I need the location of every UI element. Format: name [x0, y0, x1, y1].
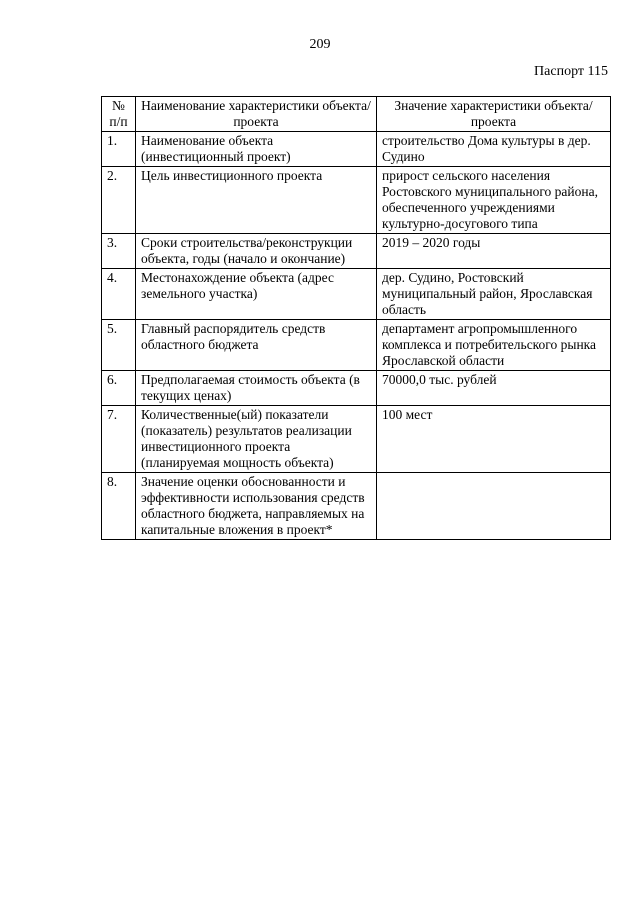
row-number: 2. — [102, 167, 136, 234]
row-number: 8. — [102, 473, 136, 540]
passport-table — [101, 96, 611, 540]
table-row — [102, 167, 611, 234]
row-name: Значение оценки обоснованности и эффективности использования средств областного бюджета, направляемых на капитальные вложения в проект* — [136, 473, 377, 540]
row-value: 2019 – 2020 годы — [377, 234, 611, 269]
column-header-name: Наименование характеристики объекта/проекта — [136, 97, 377, 132]
table-row — [102, 406, 611, 473]
table-row — [102, 473, 611, 540]
row-value: строительство Дома культуры в дер. Судино — [377, 132, 611, 167]
column-header-number: № п/п — [102, 97, 136, 132]
row-value: 100 мест — [377, 406, 611, 473]
row-value: дер. Судино, Ростовский муниципальный район, Ярославская область — [377, 269, 611, 320]
table-row — [102, 269, 611, 320]
table-row — [102, 234, 611, 269]
row-value: прирост сельского населения Ростовского муниципального района, обеспеченного учреждениями культурно-досугового типа — [377, 167, 611, 234]
row-value: 70000,0 тыс. рублей — [377, 371, 611, 406]
page-number: 209 — [309, 37, 331, 52]
row-number: 5. — [102, 320, 136, 371]
row-name: Сроки строительства/реконструкции объекта, годы (начало и окончание) — [136, 234, 377, 269]
table-row — [102, 132, 611, 167]
row-number: 3. — [102, 234, 136, 269]
row-name: Предполагаемая стоимость объекта (в текущих ценах) — [136, 371, 377, 406]
column-header-value: Значение характеристики объекта/проекта — [377, 97, 611, 132]
row-value — [377, 473, 611, 540]
table-row — [102, 320, 611, 371]
row-name: Цель инвестиционного проекта — [136, 167, 377, 234]
table-header-row — [102, 97, 611, 132]
row-name: Количественные(ый) показатели (показатель) результатов реализации инвестиционного проекта (планируемая мощность объекта) — [136, 406, 377, 473]
row-name: Местонахождение объекта (адрес земельного участка) — [136, 269, 377, 320]
row-name: Наименование объекта (инвестиционный проект) — [136, 132, 377, 167]
row-number: 7. — [102, 406, 136, 473]
passport-label: Паспорт 115 — [534, 64, 608, 79]
row-name: Главный распорядитель средств областного бюджета — [136, 320, 377, 371]
row-value: департамент агропромышленного комплекса и потребительского рынка Ярославской области — [377, 320, 611, 371]
row-number: 1. — [102, 132, 136, 167]
table-row — [102, 371, 611, 406]
row-number: 6. — [102, 371, 136, 406]
row-number: 4. — [102, 269, 136, 320]
